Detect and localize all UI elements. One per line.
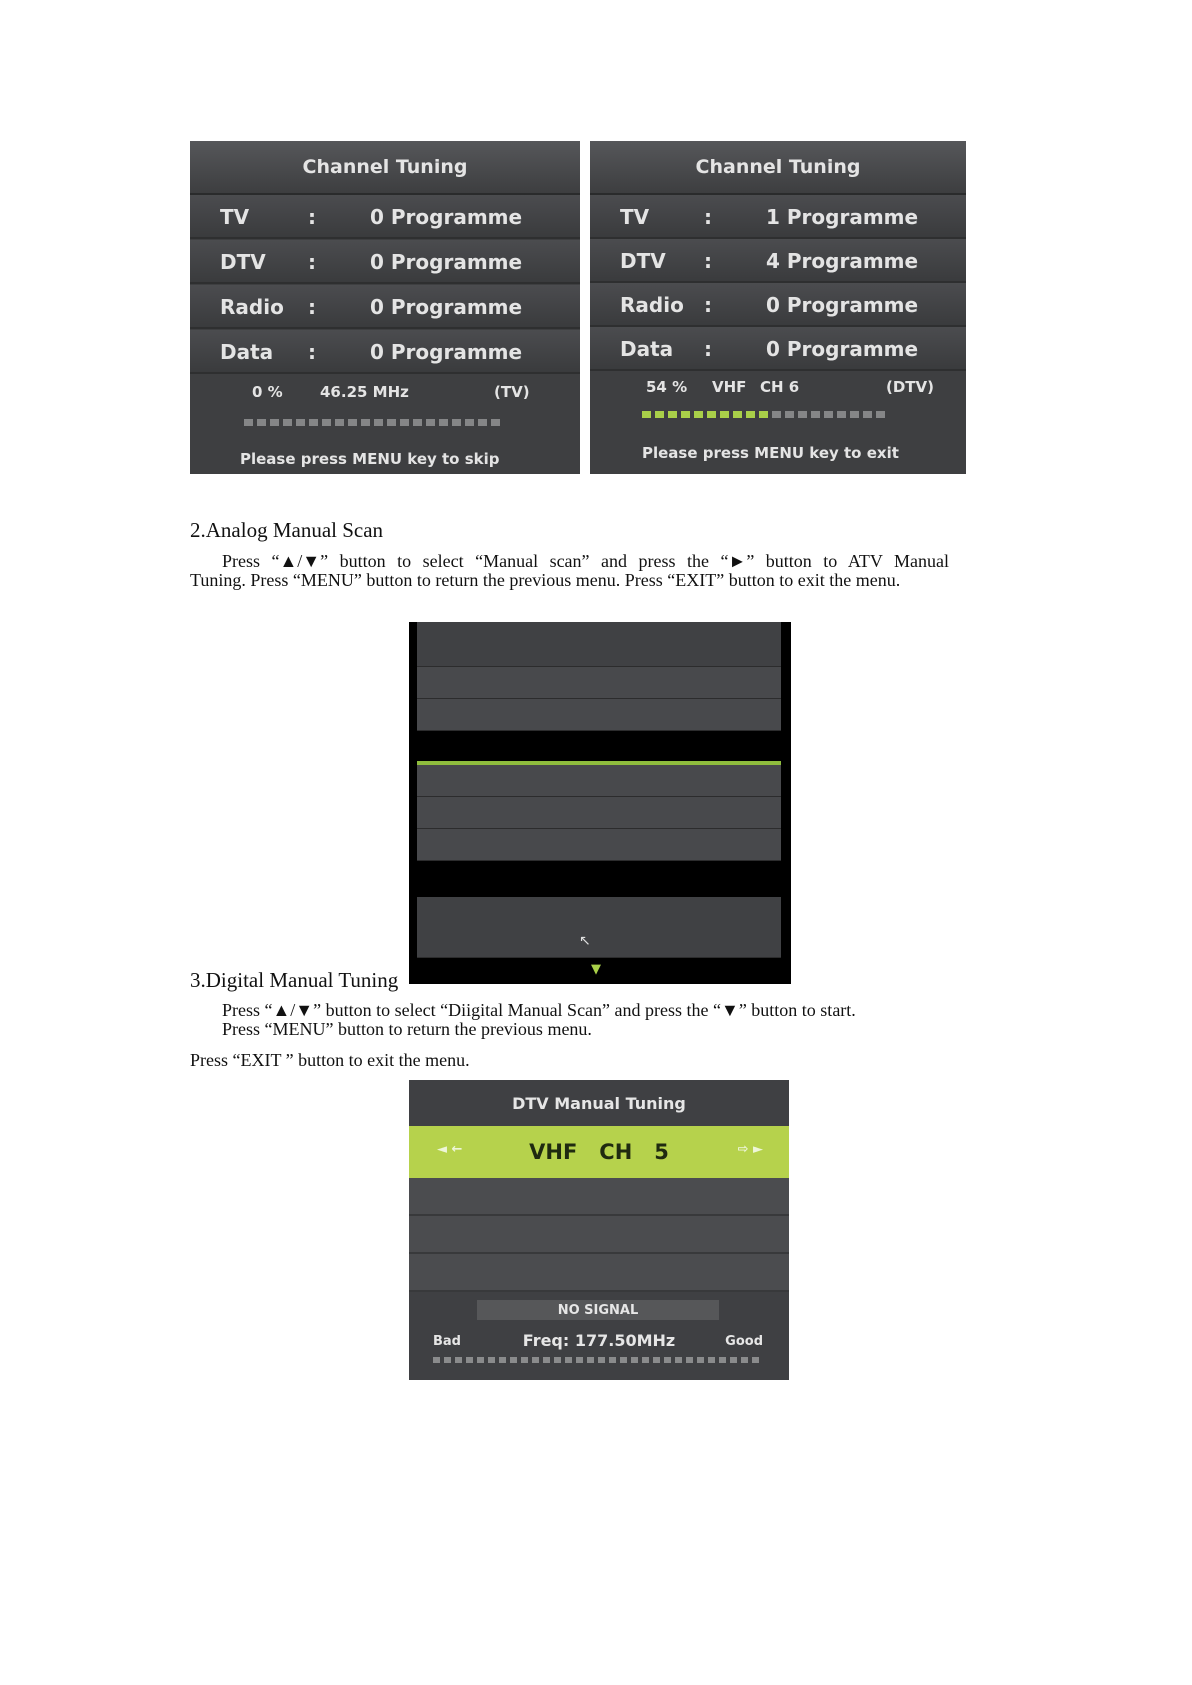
panel-footer: Please press MENU key to exit [642, 444, 899, 462]
right-arrow-icon[interactable]: ⇨ ► [737, 1142, 763, 1157]
channel-tuning-panel-right [590, 141, 966, 474]
signal-segment [730, 1357, 737, 1363]
signal-segment [598, 1357, 605, 1363]
channel-selector-value: VHF CH 5 [529, 1140, 669, 1164]
progress-segment [850, 411, 859, 418]
row-label: TV [220, 205, 250, 229]
frequency-readout: Freq: 177.50MHz [522, 1331, 676, 1350]
section-paragraph [222, 1001, 856, 1039]
scan-frequency: 46.25 MHz [320, 383, 409, 401]
row-value: 0 Programme [370, 340, 523, 364]
row-label: Radio [220, 295, 284, 319]
down-arrow-icon: ▼ [591, 962, 601, 977]
menu-row [417, 699, 781, 731]
row-value: 4 Programme [766, 249, 919, 273]
scan-channel: CH 6 [760, 378, 800, 396]
section-paragraph [190, 1051, 470, 1070]
signal-segment [664, 1357, 671, 1363]
menu-row [417, 765, 781, 797]
progress-segment [642, 411, 651, 418]
progress-segment [283, 419, 292, 426]
left-arrow-icon[interactable]: ◄ ← [437, 1142, 463, 1157]
scan-progress-bar [244, 419, 500, 426]
signal-segment [620, 1357, 627, 1363]
signal-strength-bar [433, 1357, 759, 1363]
progress-segment [387, 419, 396, 426]
signal-segment [653, 1357, 660, 1363]
signal-good-label: Good [725, 1334, 763, 1349]
signal-segment [675, 1357, 682, 1363]
signal-segment [521, 1357, 528, 1363]
row-label: Radio [620, 293, 684, 317]
progress-segment [361, 419, 370, 426]
row-separator: : [704, 293, 712, 317]
signal-bad-label: Bad [433, 1334, 461, 1349]
scan-mode: (TV) [494, 383, 530, 401]
scan-progress-bar [642, 411, 885, 418]
progress-segment [798, 411, 807, 418]
progress-segment [668, 411, 677, 418]
row-label: Data [620, 337, 674, 361]
signal-segment [686, 1357, 693, 1363]
menu-row [409, 1216, 789, 1254]
row-label: DTV [220, 250, 266, 274]
row-value: 0 Programme [766, 293, 919, 317]
panel-title: Channel Tuning [590, 141, 966, 195]
progress-segment [309, 419, 318, 426]
progress-segment [478, 419, 487, 426]
progress-segment [824, 411, 833, 418]
paragraph-line: Press “EXIT ” button to exit the menu. [190, 1050, 470, 1070]
progress-segment [244, 419, 253, 426]
row-value: 0 Programme [766, 337, 919, 361]
progress-segment [426, 419, 435, 426]
analog-manual-menu [409, 622, 791, 984]
progress-segment [759, 411, 768, 418]
signal-segment [565, 1357, 572, 1363]
dtv-row [590, 239, 966, 283]
row-separator: : [308, 250, 316, 274]
progress-segment [257, 419, 266, 426]
progress-segment [681, 411, 690, 418]
cursor-icon: ↖ [579, 933, 591, 949]
progress-segment [270, 419, 279, 426]
progress-segment [465, 419, 474, 426]
progress-segment [400, 419, 409, 426]
progress-segment [335, 419, 344, 426]
signal-segment [576, 1357, 583, 1363]
progress-segment [322, 419, 331, 426]
row-label: DTV [620, 249, 666, 273]
progress-segment [296, 419, 305, 426]
progress-segment [746, 411, 755, 418]
menu-row [417, 667, 781, 699]
signal-segment [433, 1357, 440, 1363]
signal-segment [466, 1357, 473, 1363]
channel-tuning-panel-left [190, 141, 580, 474]
progress-segment [876, 411, 885, 418]
progress-segment [452, 419, 461, 426]
tv-row [590, 195, 966, 239]
signal-segment [444, 1357, 451, 1363]
menu-row [417, 829, 781, 861]
signal-segment [642, 1357, 649, 1363]
signal-segment [543, 1357, 550, 1363]
signal-segment [477, 1357, 484, 1363]
progress-segment [491, 419, 500, 426]
section-paragraph [190, 552, 949, 590]
signal-segment [631, 1357, 638, 1363]
radio-row [190, 285, 580, 329]
progress-segment [733, 411, 742, 418]
row-separator: : [704, 249, 712, 273]
panel-title: Channel Tuning [190, 141, 580, 195]
menu-footer-bar [417, 897, 781, 958]
channel-selector[interactable] [409, 1126, 789, 1178]
signal-segment [752, 1357, 759, 1363]
row-value: 0 Programme [370, 205, 523, 229]
row-separator: : [308, 340, 316, 364]
tv-row [190, 195, 580, 239]
section-heading: 2.Analog Manual Scan [190, 518, 384, 542]
menu-row [417, 797, 781, 829]
signal-segment [499, 1357, 506, 1363]
row-separator: : [704, 205, 712, 229]
dtv-manual-tuning-panel [409, 1080, 789, 1380]
no-signal-badge: NO SIGNAL [477, 1300, 719, 1320]
row-separator: : [308, 295, 316, 319]
menu-row [409, 1178, 789, 1216]
paragraph-line: Press “▲/▼” button to select “Diigital Manual Scan” and press the “▼” button to start. [222, 1000, 856, 1020]
signal-segment [510, 1357, 517, 1363]
progress-segment [707, 411, 716, 418]
signal-segment [554, 1357, 561, 1363]
row-value: 0 Programme [370, 250, 523, 274]
progress-segment [785, 411, 794, 418]
progress-segment [811, 411, 820, 418]
progress-segment [348, 419, 357, 426]
row-separator: : [308, 205, 316, 229]
scan-percent: 0 % [252, 383, 283, 401]
row-value: 0 Programme [370, 295, 523, 319]
progress-segment [694, 411, 703, 418]
row-label: Data [220, 340, 274, 364]
menu-title-bar [417, 622, 781, 667]
signal-segment [719, 1357, 726, 1363]
progress-segment [439, 419, 448, 426]
panel-title: DTV Manual Tuning [512, 1093, 686, 1113]
dtv-row [190, 240, 580, 284]
section-heading: 3.Digital Manual Tuning [190, 968, 399, 992]
signal-segment [488, 1357, 495, 1363]
panel-footer: Please press MENU key to skip [240, 450, 500, 468]
signal-segment [587, 1357, 594, 1363]
signal-segment [532, 1357, 539, 1363]
signal-segment [708, 1357, 715, 1363]
row-label: TV [620, 205, 650, 229]
scan-percent: 54 % [646, 378, 688, 396]
progress-segment [863, 411, 872, 418]
paragraph-line: Press “▲/▼” button to select “Manual scan” and press the “►” button to ATV Manual [222, 551, 949, 571]
paragraph-line: Tuning. Press “MENU” button to return the previous menu. Press “EXIT” button to exit the menu. [190, 570, 901, 590]
row-separator: : [704, 337, 712, 361]
row-value: 1 Programme [766, 205, 919, 229]
signal-segment [697, 1357, 704, 1363]
radio-row [590, 283, 966, 327]
signal-segment [455, 1357, 462, 1363]
progress-segment [374, 419, 383, 426]
progress-segment [413, 419, 422, 426]
data-row [590, 327, 966, 371]
progress-segment [837, 411, 846, 418]
signal-segment [609, 1357, 616, 1363]
signal-segment [741, 1357, 748, 1363]
data-row [190, 330, 580, 374]
scan-mode: (DTV) [886, 378, 935, 396]
menu-row [409, 1254, 789, 1292]
paragraph-line: Press “MENU” button to return the previous menu. [222, 1019, 592, 1039]
progress-segment [655, 411, 664, 418]
scan-band: VHF [712, 378, 747, 396]
progress-segment [720, 411, 729, 418]
progress-segment [772, 411, 781, 418]
